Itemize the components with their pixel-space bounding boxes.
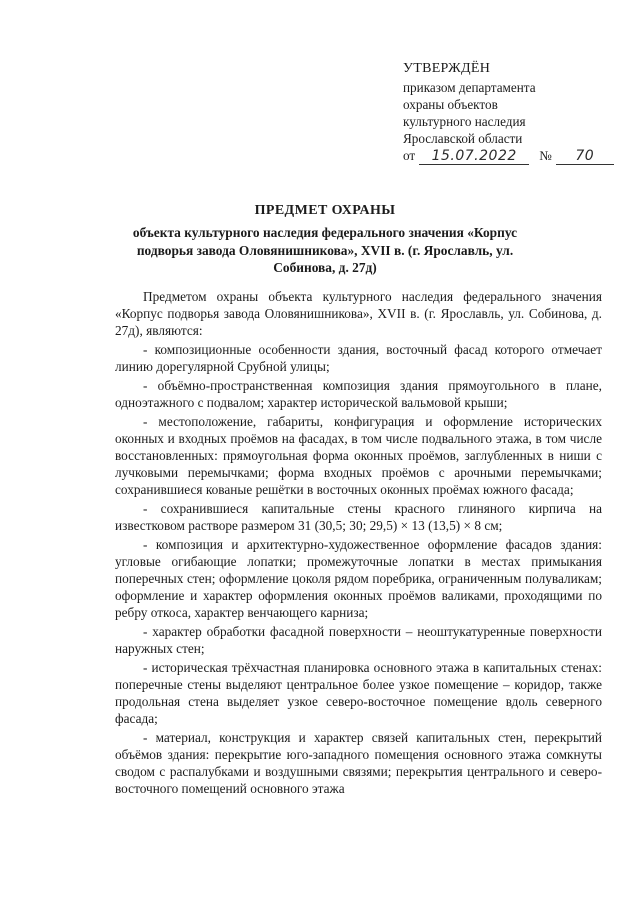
- protection-item: - характер обработки фасадной поверхности – неоштукатуренные поверхности наружных стен;: [115, 624, 602, 656]
- document-body: [115, 288, 602, 797]
- approval-line: охраны объектов: [403, 97, 498, 112]
- protection-item: - композиция и архитектурно-художественное оформление фасадов здания: угловые огибающие лопатки; промежуточные лопатки в местах примыкания поперечных стен; оформление цоколя рядом поребрика, ограниченным полуваликам; оформление и характер оформления оконных проёмов валиками, проходящими по ребру откоса, характер венчающего карниза;: [115, 537, 602, 620]
- protection-item: - местоположение, габариты, конфигурация и оформление исторических оконных и входных проёмов на фасадах, в том числе подвального этажа, в том числе восстановленных: прямоугольная форма оконных проёмов, заглубленных в ниши с лучковыми перемычками; форма входных проёмов с арочными перемычками; сохранившиеся кованые решётки в восточных оконных проёмах южного фасада;: [115, 414, 602, 497]
- protection-item: - материал, конструкция и характер связей капитальных стен, перекрытий объёмов здания: перекрытие юго-западного помещения основного этажа сомкнуты сводом с распалубками и воздушными связями; перекрытия центрального и северо-восточного помещений основного этажа: [115, 730, 602, 796]
- number-label: №: [539, 148, 552, 163]
- protection-item: - объёмно-пространственная композиция здания прямоугольного в плане, одноэтажного с подвалом; характер исторической вальмовой крыши;: [115, 378, 602, 410]
- from-label: от: [403, 148, 416, 163]
- document-title: ПРЕДМЕТ ОХРАНЫ: [254, 203, 396, 218]
- protection-item: - сохранившиеся капитальные стены красного глиняного кирпича на известковом растворе размером 31 (30,5; 30; 29,5) × 13 (13,5) × 8 см;: [115, 501, 602, 533]
- approval-line: Ярославской области: [403, 131, 523, 146]
- protection-item: - композиционные особенности здания, восточный фасад которого отмечает линию дорегулярной Срубной улицы;: [115, 342, 602, 374]
- approval-line: культурного наследия: [403, 114, 526, 129]
- approval-number: 70: [575, 148, 595, 164]
- approval-line: приказом департамента: [403, 80, 536, 95]
- document-subtitle: объекта культурного наследия федерального значения «Корпус подворья завода Оловянишникова», XVII в. (г. Ярославль, ул. Собинова, д. 27д): [132, 225, 518, 275]
- approval-title: УТВЕРЖДЁН: [403, 61, 491, 76]
- approval-date: 15.07.2022: [431, 148, 517, 164]
- protection-item: - историческая трёхчастная планировка основного этажа в капитальных стенах: поперечные стены выделяют центральное более узкое помещение – коридор, также продольная стена выделяет узкое северо-восточное помещение вдоль северного фасада;: [115, 660, 602, 726]
- document-heading: [105, 202, 545, 277]
- approval-date-number-row: [403, 147, 623, 165]
- approval-block: [403, 60, 623, 165]
- intro-paragraph: Предметом охраны объекта культурного наследия федерального значения «Корпус подворья завода Оловянишникова», XVII в. (г. Ярославль, ул. Собинова, д. 27д), являются:: [115, 289, 602, 338]
